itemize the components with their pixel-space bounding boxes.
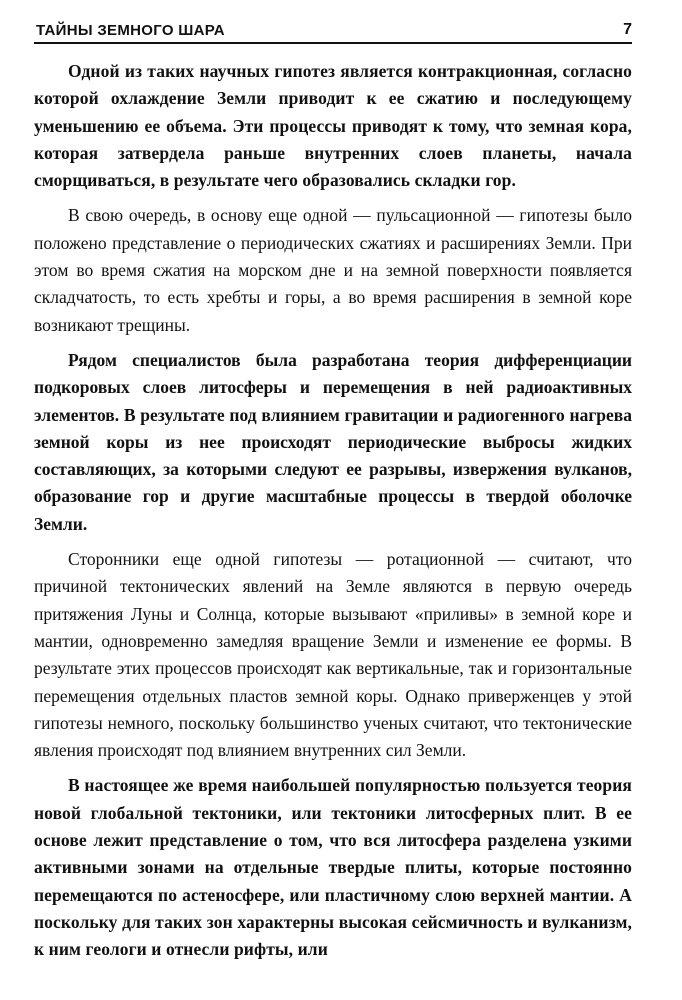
running-header bbox=[34, 14, 632, 44]
paragraph-pulsation-hypothesis: В свою очередь, в основу еще одной — пульсационной — гипотезы было положено представление о периодических сжатиях и расширениях Земли. При этом во время сжатия на морском дне и на земной поверхности появляется складчатость, то есть хребты и горы, а во время расширения в земной коре возникают трещины. bbox=[34, 205, 632, 335]
paragraph-contraction-hypothesis: Одной из таких научных гипотез является контракционная, согласно которой охлаждение Земли приводит к ее сжатию и последующему уменьшению ее объема. Эти процессы приводят к тому, что земная кора, которая затвердела раньше внутренних слоев планеты, начала сморщиваться, в результате чего образовались складки гор. bbox=[34, 61, 632, 191]
running-header-title: ТАЙНЫ ЗЕМНОГО ШАРА bbox=[36, 22, 225, 39]
page-number: 7 bbox=[623, 21, 632, 38]
paragraph-plate-tectonics: В настоящее же время наибольшей популярностью пользуется теория новой глобальной тектоники, или тектоники литосферных плит. В ее основе лежит представление о том, что вся литосфера разделена узкими активными зонами на отдельные твердые плиты, которые постоянно перемещаются по астеносфере, или пластичному слою верхней мантии. А поскольку для таких зон характерны высокая сейсмичность и вулканизм, к ним геологи и отнесли рифты, или bbox=[34, 775, 632, 960]
paragraph-differentiation-theory: Рядом специалистов была разработана теория дифференциации подкоровых слоев литосферы и перемещения в ней радиоактивных элементов. В результате под влиянием гравитации и радиогенного нагрева земной коры из нее происходят периодические выбросы жидких составляющих, за которыми следуют ее разрывы, извержения вулканов, образование гор и другие масштабные процессы в твердой оболочке Земли. bbox=[34, 349, 632, 534]
body-text bbox=[34, 58, 632, 964]
paragraph-rotation-hypothesis: Сторонники еще одной гипотезы — ротационной — считают, что причиной тектонических явлений на Земле являются в первую очередь притяжения Луны и Солнца, которые вызывают «приливы» в земной коре и мантии, одновременно замедляя вращение Земли и изменение ее формы. В результате этих процессов происходят как вертикальные, так и горизонтальные перемещения отдельных пластов земной коры. Однако приверженцев у этой гипотезы немного, поскольку большинство ученых считают, что тектонические явления происходят под влиянием внутренних сил Земли. bbox=[34, 549, 632, 761]
